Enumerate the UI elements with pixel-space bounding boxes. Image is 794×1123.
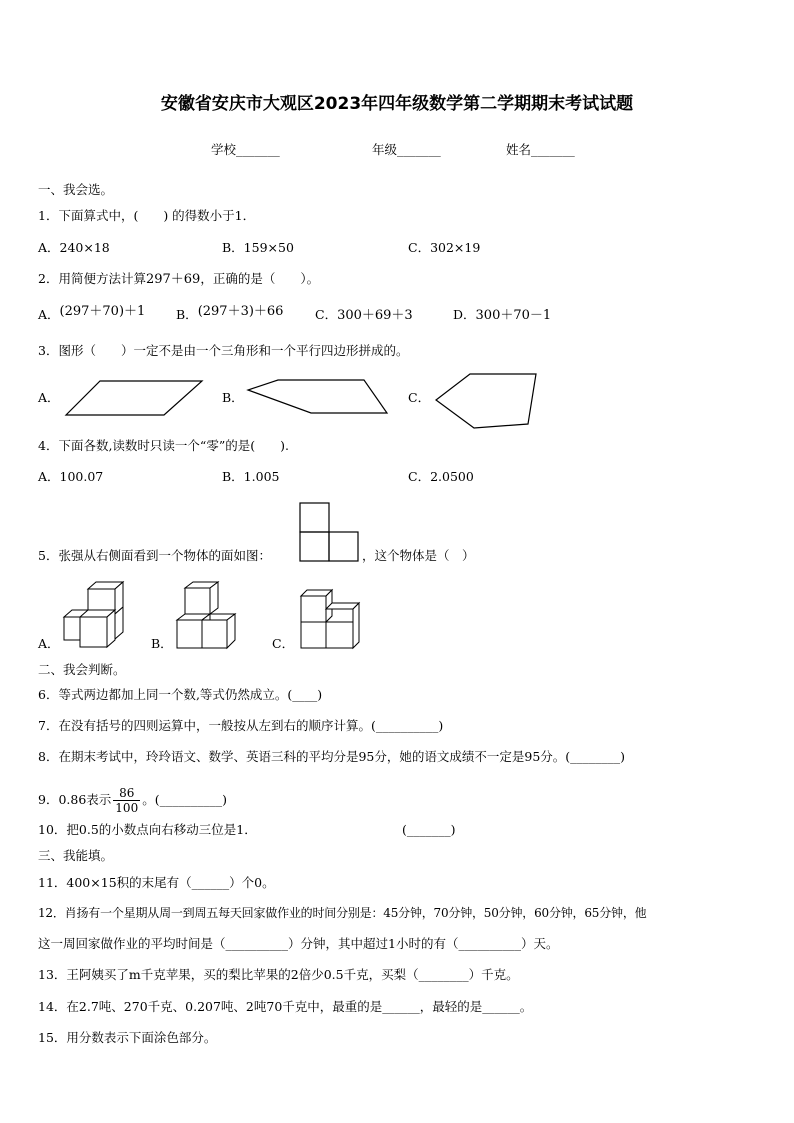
q9[interactable] (38, 786, 227, 815)
q3-stem: 3．图形（ ）一定不是由一个三角形和一个平行四边形拼成的。 (38, 343, 409, 358)
q2-stem-post: ，正确的是（ ）。 (200, 271, 320, 286)
section-1-heading: 一、我会选。 (38, 182, 114, 197)
q3-shape-b-trapezoid (244, 376, 394, 418)
section-3-heading: 三、我能填。 (38, 848, 114, 863)
q5-side-view-figure (299, 502, 361, 564)
page-title: 安徽省安庆市大观区2023年四年级数学第二学期期末考试试题 (160, 94, 634, 114)
q9-fraction (113, 786, 140, 815)
q6[interactable]: 6．等式两边都加上同一个数,等式仍然成立。(____) (38, 687, 323, 702)
q3-option-a[interactable]: A． (38, 390, 60, 405)
q1-option-b[interactable]: B．159×50 (222, 240, 294, 255)
q4-stem: 4．下面各数,读数时只读一个“零”的是( ). (38, 438, 289, 453)
q10-stem: 10．把0.5的小数点向右移动三位是1． (38, 822, 257, 837)
q11[interactable]: 11．400×15积的末尾有（______）个0。 (38, 875, 275, 890)
q2-option-c-label: C． (315, 307, 338, 322)
q3-option-c[interactable]: C． (408, 390, 431, 405)
q9-fraction-denominator: 100 (115, 801, 139, 815)
q2-option-a[interactable] (38, 304, 146, 324)
q8[interactable]: 8．在期末考试中，玲玲语文、数学、英语三科的平均分是95分，她的语文成绩不一定是95分。(________) (38, 749, 626, 764)
q2-option-c-math: 300＋69＋3 (337, 308, 413, 323)
q13[interactable]: 13．王阿姨买了m千克苹果，买的梨比苹果的2倍少0.5千克，买梨（________）千克。 (38, 967, 519, 982)
grade-field[interactable]: 年级_______ (372, 142, 441, 157)
q1-stem: 1．下面算式中，( ) 的得数小于1． (38, 208, 256, 223)
q5-cubes-c (297, 587, 369, 653)
q2-option-c[interactable] (315, 307, 413, 324)
q2-option-b[interactable] (176, 304, 284, 324)
q9-post: 。(__________) (142, 792, 227, 807)
q2-option-d[interactable] (453, 307, 551, 324)
school-field[interactable]: 学校_______ (211, 142, 280, 157)
q2-option-b-math: (297＋3)＋66 (197, 304, 284, 319)
name-field[interactable]: 姓名_______ (506, 142, 575, 157)
q2-stem-pre: 2．用简便方法计算 (38, 271, 146, 286)
q3-shape-c-pentagon (432, 370, 542, 430)
q2-stem (38, 271, 319, 288)
q2-option-d-math: 300＋70－1 (475, 308, 552, 323)
q7[interactable]: 7．在没有括号的四则运算中，一般按从左到右的顺序计算。(__________) (38, 718, 444, 733)
q5-option-b[interactable]: B． (151, 636, 173, 651)
q14[interactable]: 14．在2.7吨、270千克、0.207吨、2吨70千克中，最重的是______，最轻的是______。 (38, 999, 533, 1014)
q4-option-b[interactable]: B．1.005 (222, 469, 280, 484)
q4-option-c[interactable]: C．2.0500 (408, 469, 474, 484)
q3-shape-a-parallelogram (60, 377, 210, 419)
q2-stem-math: 297＋69 (145, 272, 201, 287)
q9-fraction-numerator: 86 (113, 786, 140, 801)
q5-option-c[interactable]: C． (272, 636, 295, 651)
q5-stem-pre: 5．张强从右侧面看到一个物体的面如图： (38, 548, 271, 563)
q5-option-a[interactable]: A． (38, 636, 60, 651)
section-2-heading: 二、我会判断。 (38, 662, 126, 677)
q1-option-c[interactable]: C．302×19 (408, 240, 481, 255)
q9-pre: 9．0.86表示 (38, 792, 112, 807)
q5-cubes-b (175, 580, 247, 650)
q3-option-b[interactable]: B． (222, 390, 244, 405)
q5-stem-post: ，这个物体是（ ） (362, 548, 475, 563)
q12-line2[interactable]: 这一周回家做作业的平均时间是（__________）分钟，其中超过1小时的有（__________）天。 (38, 936, 559, 951)
q2-option-a-math: (297＋70)＋1 (59, 304, 146, 319)
q15: 15．用分数表示下面涂色部分。 (38, 1030, 217, 1045)
q12-line1: 12．肖扬有一个星期从周一到周五每天回家做作业的时间分别是：45分钟，70分钟，50分钟，60分钟，65分钟，他 (38, 906, 647, 920)
q10-blank[interactable]: (_______) (402, 822, 456, 837)
q2-option-a-label: A． (38, 307, 60, 322)
q4-option-a[interactable]: A．100.07 (38, 469, 104, 484)
q2-option-d-label: D． (453, 307, 476, 322)
q5-cubes-a (62, 580, 128, 650)
q1-option-a[interactable]: A．240×18 (38, 240, 110, 255)
q2-option-b-label: B． (176, 307, 198, 322)
